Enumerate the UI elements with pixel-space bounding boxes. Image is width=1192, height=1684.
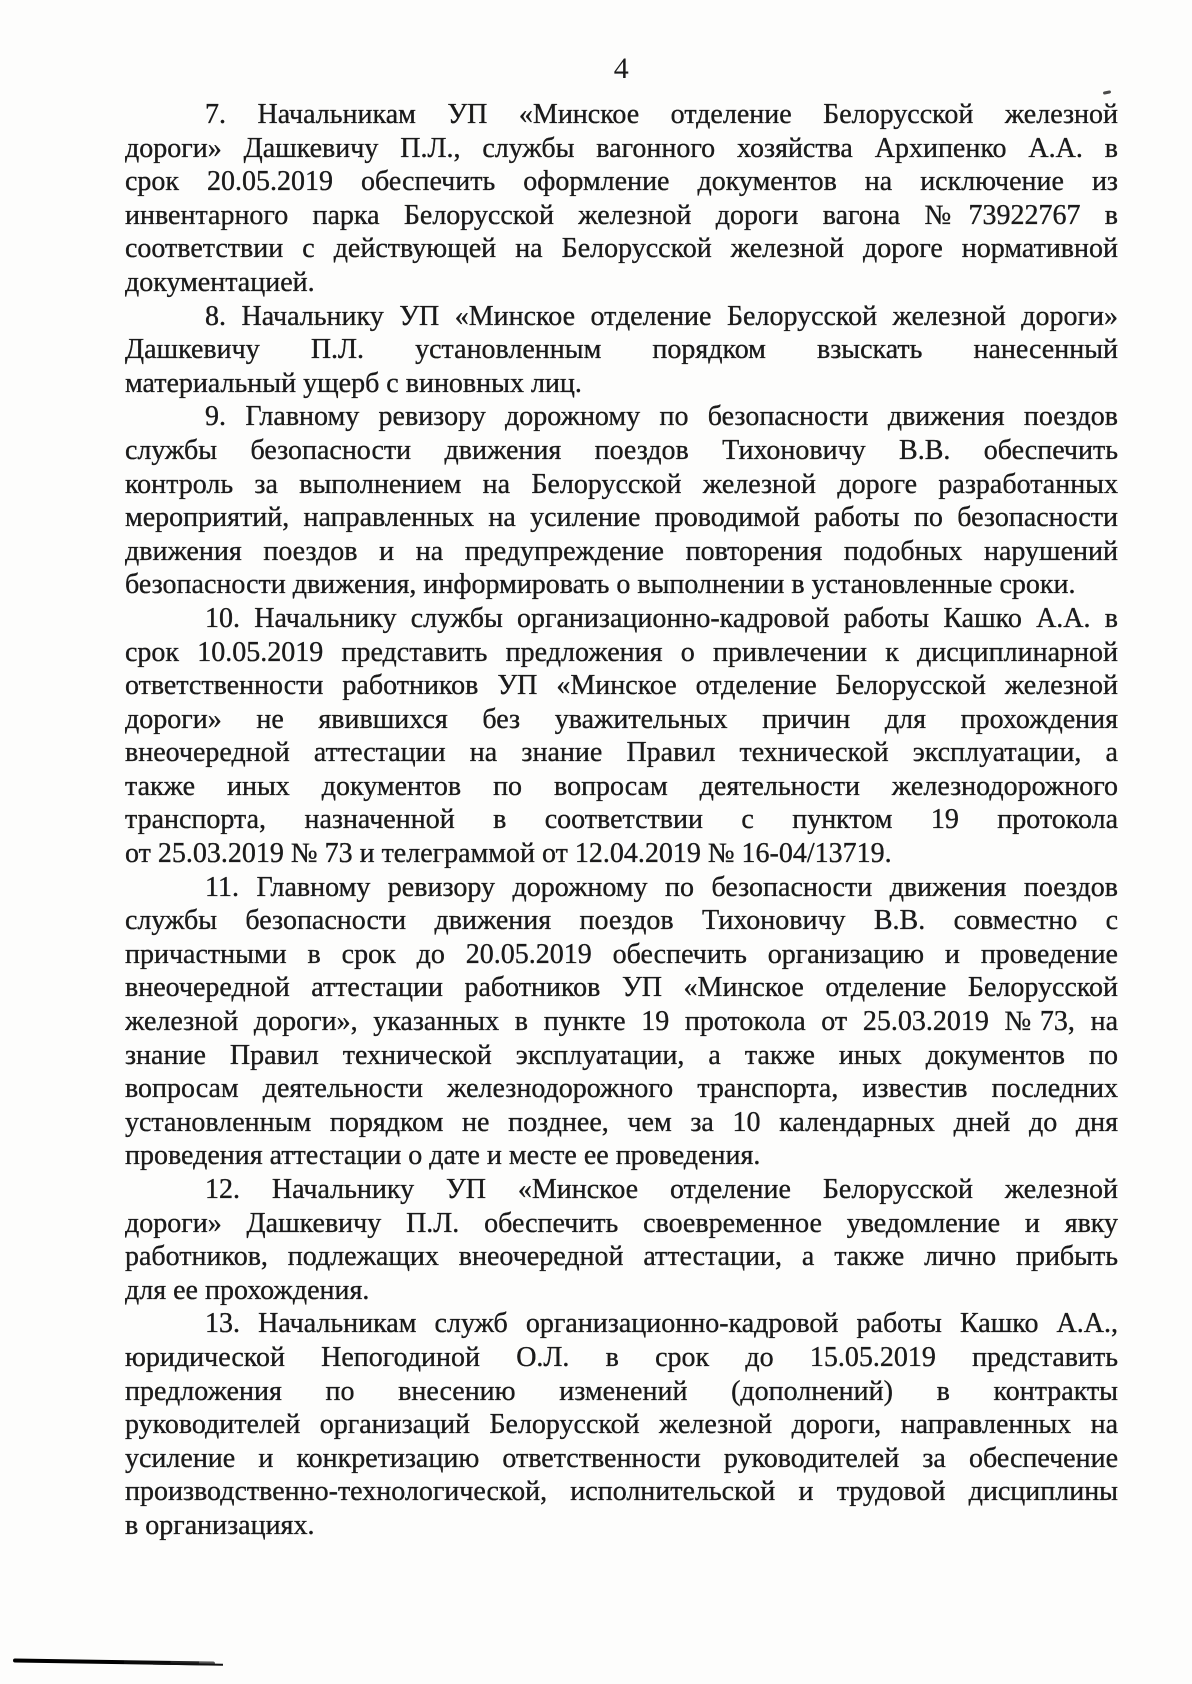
text-line: железной дороги», указанных в пункте 19 протокола от 25.03.2019 №73, на bbox=[125, 1006, 1118, 1038]
text-line: руководителей организаций Белорусской железной дороги, направленных на bbox=[125, 1409, 1118, 1441]
text-line: знание Правил технической эксплуатации, а также иных документов по bbox=[125, 1039, 1118, 1071]
text-line: 7. Начальникам УП «Минское отделение Белорусской железной bbox=[205, 99, 1118, 130]
text-line: усиление и конкретизацию ответственности руководителей за обеспечение bbox=[125, 1442, 1118, 1474]
text-line: материальный ущерб с виновных лиц. bbox=[125, 367, 582, 399]
text-line: причастными в срок до 20.05.2019 обеспечить организацию и проведение bbox=[125, 938, 1118, 970]
document-body bbox=[125, 98, 1118, 1543]
text-line: юридической Непогодиной О.Л. в срок до 15.05.2019 представить bbox=[125, 1341, 1118, 1373]
text-line: 9. Главному ревизору дорожному по безопасности движения поездов bbox=[205, 401, 1118, 433]
text-line: внеочередной аттестации на знание Правил технической эксплуатации, а bbox=[125, 737, 1118, 769]
text-line: 8. Начальнику УП «Минское отделение Белорусской железной дороги» bbox=[205, 300, 1118, 332]
text-line: ответственности работников УП «Минское отделение Белорусской железной bbox=[125, 670, 1118, 702]
text-line: внеочередной аттестации работников УП «Минское отделение Белорусской bbox=[125, 972, 1118, 1004]
text-line: дороги» Дашкевичу П.Л., службы вагонного хозяйства Архипенко А.А. в bbox=[125, 132, 1118, 164]
text-line: Дашкевичу П.Л. установленным порядком взыскать нанесенный bbox=[125, 334, 1118, 366]
text-line: 13. Начальникам служб организационно-кадровой работы Кашко А.А., bbox=[205, 1308, 1118, 1340]
paragraph-12 bbox=[125, 1173, 1118, 1307]
text-line: контроль за выполнением на Белорусской железной дороге разработанных bbox=[125, 468, 1118, 500]
text-line: предложения по внесению изменений (дополнений) в контракты bbox=[125, 1375, 1118, 1407]
paragraph-9 bbox=[125, 400, 1118, 602]
text-line: соответствии с действующей на Белорусской железной дороге нормативной bbox=[125, 233, 1118, 265]
text-line: также иных документов по вопросам деятельности железнодорожного bbox=[125, 770, 1118, 802]
text-line: установленным порядком не позднее, чем за 10 календарных дней до дня bbox=[125, 1106, 1118, 1138]
text-line: документацией. bbox=[125, 266, 315, 298]
text-line: для ее прохождения. bbox=[125, 1274, 370, 1306]
paragraph-13 bbox=[125, 1307, 1118, 1542]
text-line: вопросам деятельности железнодорожного транспорта, известив последних bbox=[125, 1073, 1118, 1105]
text-line: 11. Главному ревизору дорожному по безопасности движения поездов bbox=[205, 871, 1118, 903]
text-line: инвентарного парка Белорусской железной дороги вагона №73922767 в bbox=[125, 199, 1118, 231]
text-line: в организациях. bbox=[125, 1509, 315, 1541]
text-line: производственно-технологической, исполнительской и трудовой дисциплины bbox=[125, 1476, 1118, 1508]
text-line: срок 20.05.2019 обеспечить оформление документов на исключение из bbox=[125, 166, 1118, 198]
scan-artifact-line bbox=[13, 1658, 215, 1665]
text-line: службы безопасности движения поездов Тихоновичу В.В. обеспечить bbox=[125, 434, 1118, 466]
text-line: службы безопасности движения поездов Тихоновичу В.В. совместно с bbox=[125, 905, 1118, 937]
text-line: безопасности движения, информировать о выполнении в установленные сроки. bbox=[125, 569, 1076, 601]
text-line: 12. Начальнику УП «Минское отделение Белорусской железной bbox=[205, 1174, 1118, 1205]
text-line: работников, подлежащих внеочередной аттестации, а также лично прибыть bbox=[125, 1241, 1118, 1273]
text-line: 10. Начальнику службы организационно-кадровой работы Кашко А.А. в bbox=[205, 602, 1118, 634]
text-line: срок 10.05.2019 представить предложения о привлечении к дисциплинарной bbox=[125, 636, 1118, 668]
text-line: мероприятий, направленных на усиление проводимой работы по безопасности bbox=[125, 502, 1118, 534]
text-line: проведения аттестации о дате и месте ее проведения. bbox=[125, 1140, 761, 1172]
text-line: транспорта, назначенной в соответствии с пунктом 19 протокола bbox=[125, 804, 1118, 836]
paragraph-11 bbox=[125, 871, 1118, 1173]
scan-artifact-dot bbox=[1103, 90, 1111, 95]
text-line: движения поездов и на предупреждение повторения подобных нарушений bbox=[125, 535, 1118, 567]
paragraph-8 bbox=[125, 300, 1118, 401]
page-number: 4 bbox=[613, 52, 630, 85]
paragraph-10 bbox=[125, 602, 1118, 871]
paragraph-7 bbox=[125, 98, 1118, 300]
text-line: от 25.03.2019 № 73 и телеграммой от 12.04.2019 № 16-04/13719. bbox=[125, 838, 892, 870]
text-line: дороги» не явившихся без уважительных причин для прохождения bbox=[125, 703, 1118, 735]
text-line: дороги» Дашкевичу П.Л. обеспечить своевременное уведомление и явку bbox=[125, 1207, 1118, 1239]
